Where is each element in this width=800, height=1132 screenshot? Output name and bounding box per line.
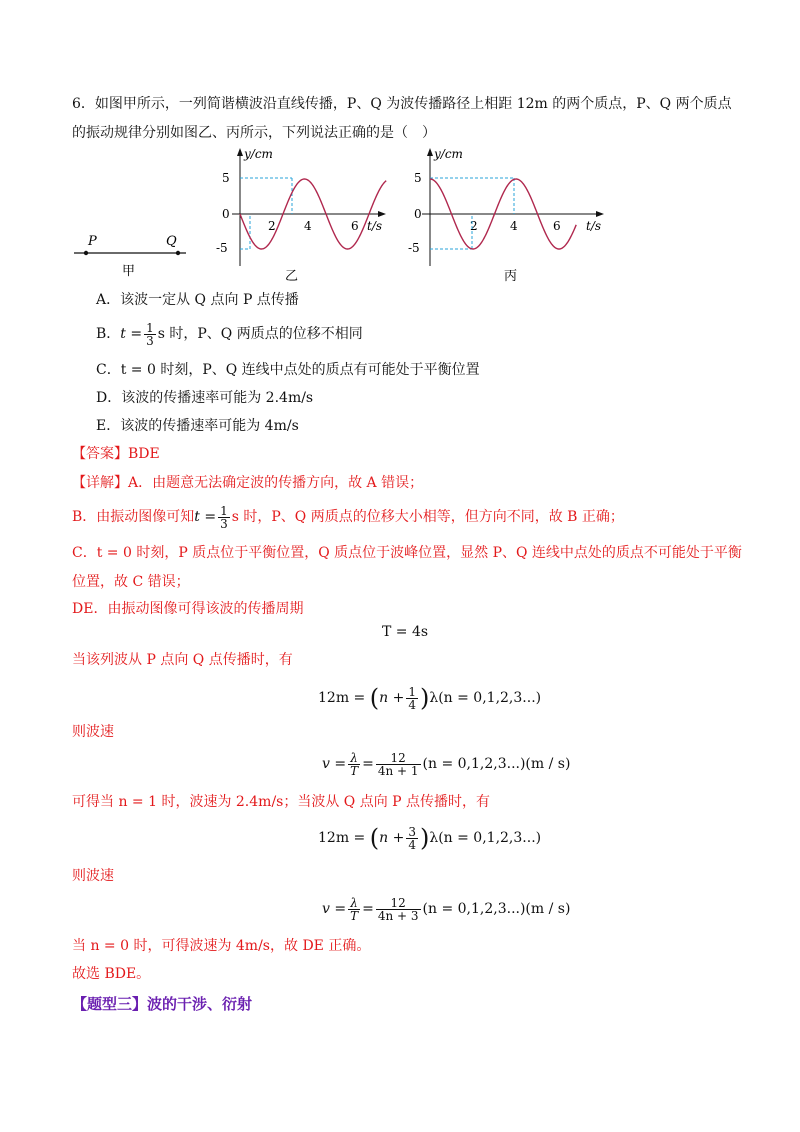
detail-then-2: 则波速 [72,868,114,884]
detail-b-num: 1 [220,503,228,518]
eq2-fraction-2 [376,752,421,777]
eq2-num2: 12 [376,752,421,765]
option-b-suffix: s 时，P、Q 两质点的位移不相同 [157,326,363,342]
figure-jia [70,225,200,285]
eq3-fraction [406,826,418,851]
yi-x-tick-4: 4 [304,219,312,233]
bing-y-tick-neg5: -5 [408,241,420,255]
answer-label: 【答案】 [72,446,128,462]
detail-b-t: t = [194,509,217,525]
figure-bing [408,144,612,284]
eq1-paren: n + [379,690,405,706]
eq1-rhs: λ(n = 0,1,2,3...) [429,690,542,706]
eq3-rhs: λ(n = 0,1,2,3...) [429,830,542,846]
option-b-den: 3 [146,333,154,348]
detail-label: 【详解】 [72,475,128,491]
detail-b-suffix: s 时，P、Q 两质点的位移大小相等，但方向不同，故 B 正确； [231,509,624,525]
option-b-prefix: B． [96,326,121,342]
option-b-t: t = [120,326,143,342]
detail-a: A．由题意无法确定波的传播方向，故 A 错误； [128,475,424,491]
detail-c-line-1: C．t = 0 时刻，P 质点位于平衡位置，Q 质点位于波峰位置，显然 P、Q 连线中点处的质点不可能处于平衡 [72,545,742,561]
detail-de-line: DE．由振动图像可得该波的传播周期 [72,601,304,617]
detail-n0: 当 n = 0 时，可得波速为 4m/s，故 DE 正确。 [72,938,371,954]
option-a: A．该波一定从 Q 点向 P 点传播 [96,292,299,308]
label-q: Q [166,234,177,249]
option-c: C．t = 0 时刻，P、Q 连线中点处的质点有可能处于平衡位置 [96,362,480,378]
eq4-den1: T [350,908,359,923]
eq3-den: 4 [408,837,416,852]
detail-p-to-q: 当该列波从 P 点向 Q 点传播时，有 [72,652,293,668]
yi-y-axis: y/cm [244,147,273,161]
eq2-rhs: (n = 0,1,2,3...)(m / s) [422,756,571,772]
bing-x-tick-2: 2 [470,219,478,233]
bing-y-tick-0: 0 [414,207,422,221]
eq2-eq: = [362,756,374,772]
eq1-lhs: 12m = [318,690,366,706]
caption-jia: 甲 [122,264,136,279]
eq4-fraction-1 [348,897,360,922]
eq1-num: 1 [408,684,416,699]
caption-yi: 乙 [285,269,299,284]
eq4-rhs: (n = 0,1,2,3...)(m / s) [422,901,571,917]
eq-3: 12m = (n + $\frac{3}{4}$ )λ(n = 0,1,2,3...) [318,824,542,852]
yi-x-tick-2: 2 [268,219,276,233]
eq4-num2: 12 [376,897,421,910]
section-heading: 【题型三】波的干涉、衍射 [72,995,253,1013]
caption-bing: 丙 [504,269,518,284]
eq2-fraction-1 [348,752,360,777]
option-b-num: 1 [146,320,154,335]
eq2-den1: T [350,763,359,778]
detail-n1: 可得当 n = 1 时，波速为 2.4m/s；当波从 Q 点向 P 点传播时，有 [72,794,491,810]
eq4-num1: λ [348,897,360,910]
eq4-v: v = [322,901,347,917]
eq1-den: 4 [408,697,416,712]
bing-x-tick-6: 6 [553,219,561,233]
yi-y-tick-0: 0 [222,207,230,221]
bing-x-tick-4: 4 [510,219,518,233]
eq2-v: v = [322,756,347,772]
detail-b-prefix: B．由振动图像可知 [72,509,195,525]
answer-value: BDE [128,446,160,462]
detail-b-den: 3 [220,516,228,531]
bing-x-axis: t/s [586,219,602,233]
yi-y-tick-neg5: -5 [216,241,228,255]
eq4-eq: = [362,901,374,917]
option-d: D．该波的传播速率可能为 2.4m/s [96,390,314,406]
yi-y-tick-5: 5 [222,171,230,185]
figure-yi [210,144,400,284]
detail-b-line [72,503,624,531]
eq3-paren: n + [379,830,405,846]
detail-c-line-2: 位置，故 C 错误； [72,574,190,590]
yi-x-axis: t/s [367,219,383,233]
eq-4 [322,895,570,923]
detail-choose: 故选 BDE。 [72,966,151,982]
eq-period: T = 4s [382,624,429,640]
eq2-num1: λ [348,752,360,765]
eq1-fraction [406,686,418,711]
answer-line [72,444,160,464]
bing-y-tick-5: 5 [414,171,422,185]
eq3-num: 3 [408,824,416,839]
eq2-den2: 4n + 1 [377,763,419,778]
detail-then-1: 则波速 [72,724,114,740]
question-line-1: 6．如图甲所示，一列简谐横波沿直线传播，P、Q 为波传播路径上相距 12m 的两个质点，P、Q 两个质点 [72,96,732,112]
bing-y-axis: y/cm [434,147,463,161]
option-b-fraction [144,322,156,347]
eq-2 [322,750,570,778]
detail-b-fraction [218,505,230,530]
detail-a-line [72,473,423,493]
eq4-fraction-2 [376,897,421,922]
eq4-den2: 4n + 3 [377,908,419,923]
eq3-lhs: 12m = [318,830,366,846]
question-line-2: 的振动规律分别如图乙、丙所示，下列说法正确的是（ ） [72,125,436,141]
eq-1: 12m = (n + $\frac{1}{4}$ )λ(n = 0,1,2,3...) [318,684,542,712]
option-e: E．该波的传播速率可能为 4m/s [96,418,299,434]
label-p: P [88,234,97,249]
option-b [96,320,363,348]
yi-x-tick-6: 6 [351,219,359,233]
